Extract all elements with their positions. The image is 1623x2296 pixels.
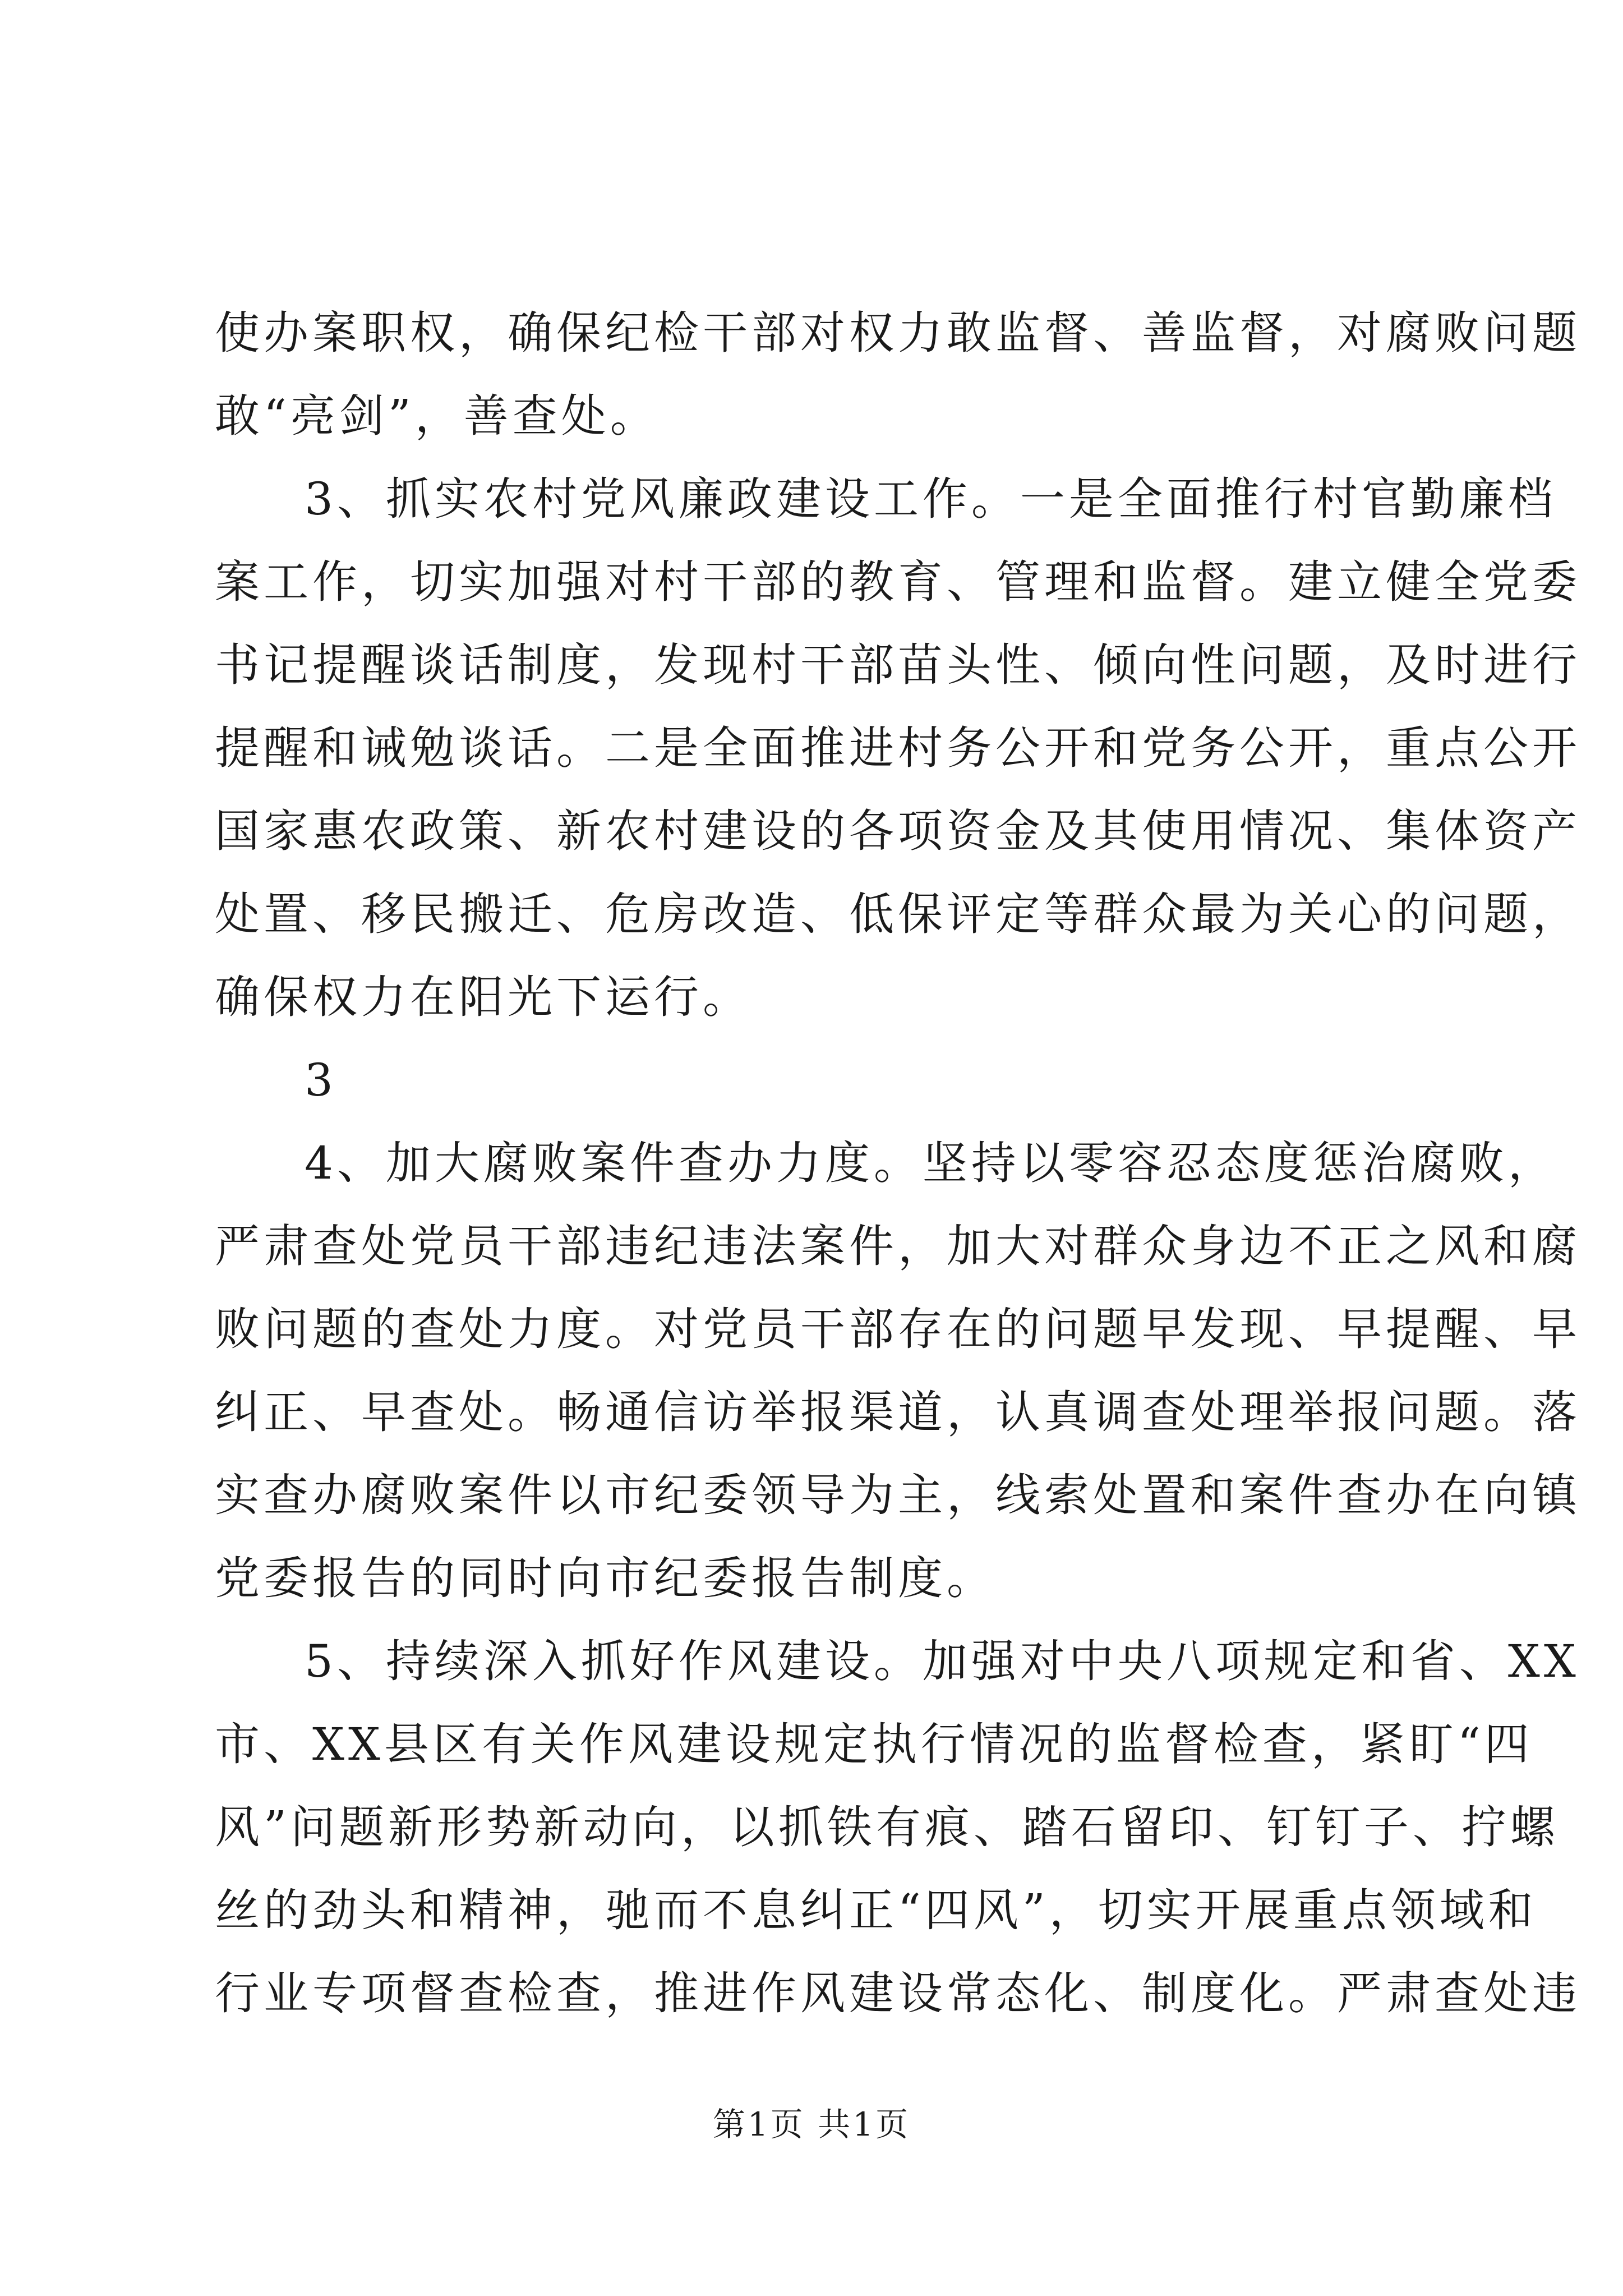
page-footer: 第1页 共1页 xyxy=(712,2105,911,2143)
text-line: 确保权力在阳光下运行。 xyxy=(215,971,751,1023)
text-line: 敢“亮剑”，善查处。 xyxy=(215,390,659,442)
text-line: 5、持续深入抓好作风建设。加强对中央八项规定和省、XX xyxy=(305,1635,1580,1687)
paragraph-page-number-marker xyxy=(215,1039,1426,1122)
text-line: 使办案职权，确保纪检干部对权力敢监督、善监督，对腐败问题 xyxy=(215,307,1581,359)
text-line: 市、XX县区有关作风建设规定执行情况的监督检查，紧盯“四 xyxy=(215,1718,1533,1770)
document-body xyxy=(215,292,1581,2035)
text-line: 提醒和诫勉谈话。二是全面推进村务公开和党务公开，重点公开 xyxy=(215,722,1581,774)
text-line: 4、加大腐败案件查办力度。坚持以零容忍态度惩治腐败， xyxy=(305,1137,1557,1189)
paragraph-item-4 xyxy=(215,1122,1581,1620)
text-line: 败问题的查处力度。对党员干部存在的问题早发现、早提醒、早 xyxy=(215,1303,1581,1355)
text-line: 国家惠农政策、新农村建设的各项资金及其使用情况、集体资产 xyxy=(215,805,1581,857)
text-line: 书记提醒谈话制度，发现村干部苗头性、倾向性问题，及时进行 xyxy=(215,639,1581,691)
text-line: 风”问题新形势新动向，以抓铁有痕、踏石留印、钉钉子、拧螺 xyxy=(215,1801,1559,1853)
text-line: 案工作，切实加强对村干部的教育、管理和监督。建立健全党委 xyxy=(215,556,1581,608)
paragraph-item-5 xyxy=(215,1620,1581,2035)
paragraph-item-3 xyxy=(215,458,1581,1039)
paragraph-continuation xyxy=(215,292,1581,458)
text-line: 丝的劲头和精神，驰而不息纠正“四风”，切实开展重点领域和 xyxy=(215,1884,1537,1936)
text-line: 实查办腐败案件以市纪委领导为主，线索处置和案件查办在向镇 xyxy=(215,1469,1581,1521)
text-line: 3、抓实农村党风廉政建设工作。一是全面推行村官勤廉档 xyxy=(305,473,1557,525)
text-line: 党委报告的同时向市纪委报告制度。 xyxy=(215,1552,995,1604)
inline-page-number: 3 xyxy=(305,1054,337,1106)
text-line: 行业专项督查检查，推进作风建设常态化、制度化。严肃查处违 xyxy=(215,1967,1581,2019)
text-line: 纠正、早查处。畅通信访举报渠道，认真调查处理举报问题。落 xyxy=(215,1386,1581,1438)
text-line: 处置、移民搬迁、危房改造、低保评定等群众最为关心的问题， xyxy=(215,888,1581,940)
text-line: 严肃查处党员干部违纪违法案件，加大对群众身边不正之风和腐 xyxy=(215,1220,1581,1272)
